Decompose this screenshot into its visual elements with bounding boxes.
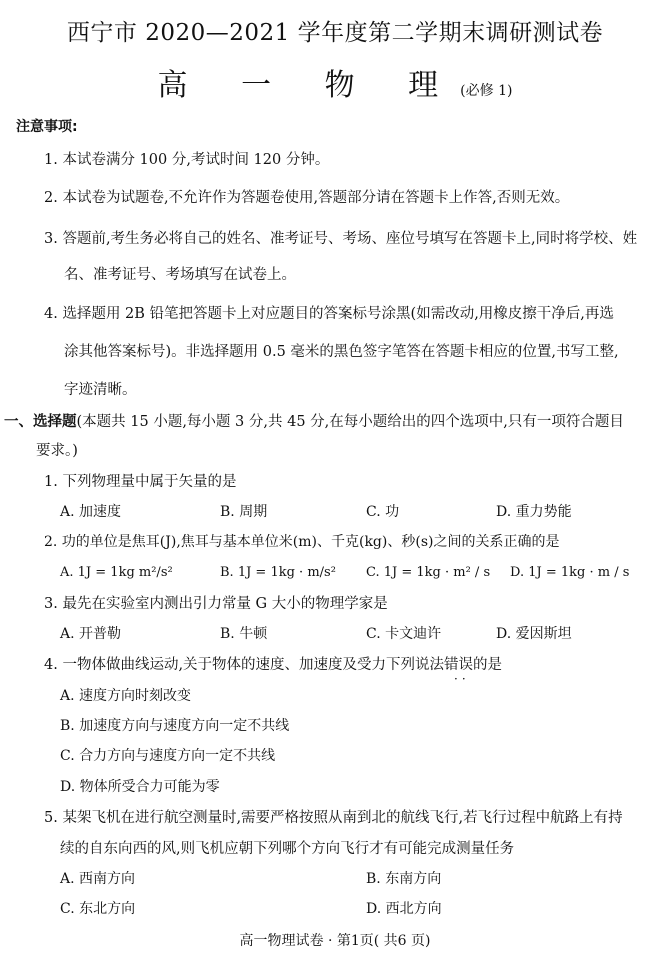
question-stem: 2. 功的单位是焦耳(J),焦耳与基本单位米(m)、千克(kg)、秒(s)之间的关系正确的是	[44, 534, 560, 550]
notice-item: 字迹清晰。	[64, 382, 137, 398]
subject-name: 高 一 物 理	[157, 68, 461, 103]
notice-item: 3. 答题前,考生务必将自己的姓名、准考证号、考场、座位号填写在答题卡上,同时将学校、姓	[44, 231, 638, 247]
option-c: C. 卡文迪许	[366, 626, 442, 642]
option-a: A. 西南方向	[60, 871, 136, 887]
option-b: B. 1J = 1kg · m/s²	[220, 565, 336, 580]
option-a: A. 1J = 1kg m²/s²	[60, 565, 173, 580]
exam-title: 西宁市 2020—2021 学年度第二学期末调研测试卷	[66, 20, 604, 46]
section-desc: (本题共 15 小题,每小题 3 分,共 45 分,在每小题给出的四个选项中,只有一项符合题目	[76, 414, 624, 430]
notice-item: 1. 本试卷满分 100 分,考试时间 120 分钟。	[44, 152, 330, 168]
option-d: D. 物体所受合力可能为零	[60, 779, 220, 795]
option-c: C. 东北方向	[60, 901, 136, 917]
section-heading	[4, 412, 624, 432]
section-desc-cont: 要求。)	[36, 443, 78, 459]
page-footer: 高一物理试卷 · 第1页( 共6 页)	[239, 933, 431, 949]
option-b: B. 周期	[220, 504, 268, 520]
option-d: D. 爱因斯坦	[496, 626, 572, 642]
question-stem-cont: 续的自东向西的风,则飞机应朝下列哪个方向飞行才有可能完成测量任务	[60, 841, 515, 857]
option-d: D. 西北方向	[366, 901, 442, 917]
notice-heading: 注意事项:	[16, 119, 78, 135]
option-a: A. 开普勒	[60, 626, 122, 642]
exam-subtitle	[0, 60, 670, 104]
question-stem: 3. 最先在实验室内测出引力常量 G 大小的物理学家是	[44, 596, 388, 612]
emphasis-dots: ··	[454, 672, 470, 686]
option-b: B. 加速度方向与速度方向一定不共线	[60, 718, 290, 734]
option-d: D. 1J = 1kg · m / s	[510, 565, 630, 580]
section-label: 一、选择题	[4, 414, 77, 430]
option-b: B. 牛顿	[220, 626, 268, 642]
option-a: A. 速度方向时刻改变	[60, 688, 192, 704]
notice-item: 4. 选择题用 2B 铅笔把答题卡上对应题目的答案标号涂黑(如需改动,用橡皮擦干净后,再选	[44, 306, 614, 322]
question-stem: 5. 某架飞机在进行航空测量时,需要严格按照从南到北的航线飞行,若飞行过程中航路上有持	[44, 810, 623, 826]
notice-item: 名、准考证号、考场填写在试卷上。	[64, 267, 296, 283]
option-c: C. 合力方向与速度方向一定不共线	[60, 748, 276, 764]
option-b: B. 东南方向	[366, 871, 442, 887]
option-c: C. 1J = 1kg · m² / s	[366, 565, 491, 580]
notice-item: 2. 本试卷为试题卷,不允许作为答题卷使用,答题部分请在答题卡上作答,否则无效。	[44, 190, 570, 206]
option-c: C. 功	[366, 504, 400, 520]
option-a: A. 加速度	[60, 504, 122, 520]
question-stem: 4. 一物体做曲线运动,关于物体的速度、加速度及受力下列说法错误的是	[44, 657, 503, 673]
option-d: D. 重力势能	[496, 504, 572, 520]
question-stem: 1. 下列物理量中属于矢量的是	[44, 474, 237, 490]
subject-note: (必修 1)	[460, 83, 513, 99]
notice-item: 涂其他答案标号)。非选择题用 0.5 毫米的黑色签字笔答在答题卡相应的位置,书写工整,	[64, 344, 619, 360]
